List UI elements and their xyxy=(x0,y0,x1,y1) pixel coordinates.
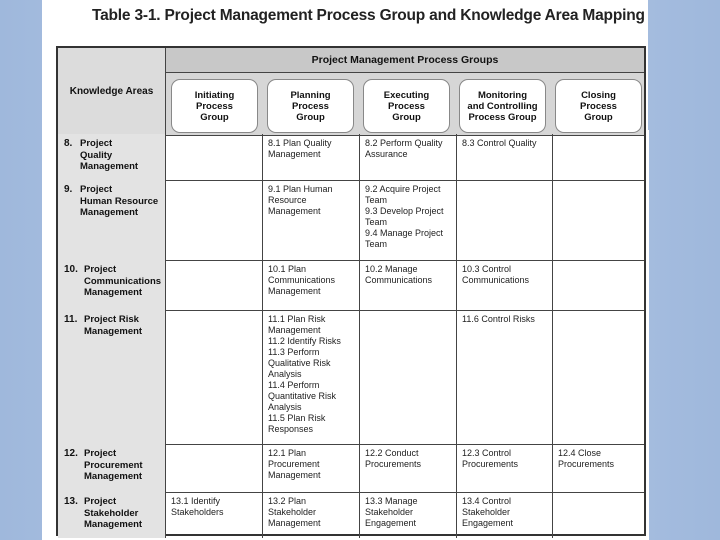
knowledge-area-cell xyxy=(58,310,166,444)
process-cell: 12.2 Conduct Procurements xyxy=(360,444,457,492)
process-cell xyxy=(457,180,553,260)
knowledge-area-number: 10. xyxy=(64,264,78,275)
process-cell xyxy=(553,180,646,260)
process-cell xyxy=(166,310,263,444)
process-cell xyxy=(553,492,646,538)
group-header-executing: Executing Process Group xyxy=(363,79,450,133)
process-cell: 8.1 Plan Quality Management xyxy=(263,134,360,180)
knowledge-area-name: Project Communications Management xyxy=(84,264,162,298)
slide-edge xyxy=(647,130,649,540)
process-cell: 12.1 Plan Procurement Management xyxy=(263,444,360,492)
process-cell: 12.3 Control Procurements xyxy=(457,444,553,492)
process-cell: 9.2 Acquire Project Team 9.3 Develop Project Team 9.4 Manage Project Team xyxy=(360,180,457,260)
knowledge-area-cell xyxy=(58,134,166,180)
table-row xyxy=(58,180,644,261)
mapping-table xyxy=(56,46,646,536)
group-header-planning: Planning Process Group xyxy=(267,79,354,133)
process-cell: 8.2 Perform Quality Assurance xyxy=(360,134,457,180)
process-cell: 13.3 Manage Stakeholder Engagement xyxy=(360,492,457,538)
knowledge-area-number: 8. xyxy=(64,138,73,149)
group-header-monitoring: Monitoring and Controlling Process Group xyxy=(459,79,546,133)
knowledge-area-cell xyxy=(58,492,166,538)
knowledge-areas-header-cell xyxy=(58,48,166,136)
process-cell: 8.3 Control Quality xyxy=(457,134,553,180)
group-header-closing: Closing Process Group xyxy=(555,79,642,133)
group-header-initiating: Initiating Process Group xyxy=(171,79,258,133)
process-cell: 11.6 Control Risks xyxy=(457,310,553,444)
process-cell: 12.4 Close Procurements xyxy=(558,448,615,469)
table-title: Table 3-1. Project Management Process Group and Knowledge Area Mapping xyxy=(92,7,645,24)
knowledge-area-cell xyxy=(58,444,166,492)
process-cell: 13.1 Identify Stakeholders xyxy=(166,492,263,538)
process-cell xyxy=(360,310,457,444)
table-row xyxy=(58,444,644,493)
table-row xyxy=(58,134,644,181)
process-cell: 11.1 Plan Risk Management 11.2 Identify Risks 11.3 Perform Qualitative Risk Analysis 11.4 Perform Quantitative Risk Analysis 11.5 Plan Risk Responses xyxy=(263,310,360,444)
process-cell xyxy=(166,180,263,260)
knowledge-area-cell xyxy=(58,260,166,310)
table-row xyxy=(58,310,644,445)
knowledge-area-name: Project Stakeholder Management xyxy=(84,496,143,530)
knowledge-area-name: Project Quality Management xyxy=(80,138,139,172)
process-cell: 10.1 Plan Communications Management xyxy=(263,260,360,310)
knowledge-area-number: 11. xyxy=(64,314,78,325)
process-cell xyxy=(553,260,646,310)
process-cell xyxy=(166,134,263,180)
knowledge-area-name: Project Human Resource Management xyxy=(80,184,159,218)
knowledge-area-name: Project Procurement Management xyxy=(84,448,143,482)
knowledge-area-number: 12. xyxy=(64,448,78,459)
process-group-headers xyxy=(166,73,644,136)
process-cell xyxy=(553,310,646,444)
process-cell: 9.1 Plan Human Resource Management xyxy=(263,180,360,260)
process-cell xyxy=(166,444,263,492)
knowledge-area-number: 9. xyxy=(64,184,73,195)
process-cell: 10.3 Control Communications xyxy=(457,260,553,310)
knowledge-area-number: 13. xyxy=(64,496,78,507)
process-cell: 13.4 Control Stakeholder Engagement xyxy=(457,492,553,538)
process-groups-band: Project Management Process Groups xyxy=(166,48,644,73)
knowledge-area-name: Project Risk Management xyxy=(84,314,143,337)
table-row xyxy=(58,260,644,311)
process-cell xyxy=(166,260,263,310)
process-cell: 10.2 Manage Communications xyxy=(360,260,457,310)
knowledge-areas-label: Knowledge Areas xyxy=(69,86,154,97)
knowledge-area-cell xyxy=(58,180,166,260)
process-cell: 13.2 Plan Stakeholder Management xyxy=(263,492,360,538)
process-cell xyxy=(553,134,646,180)
table-row xyxy=(58,492,644,538)
